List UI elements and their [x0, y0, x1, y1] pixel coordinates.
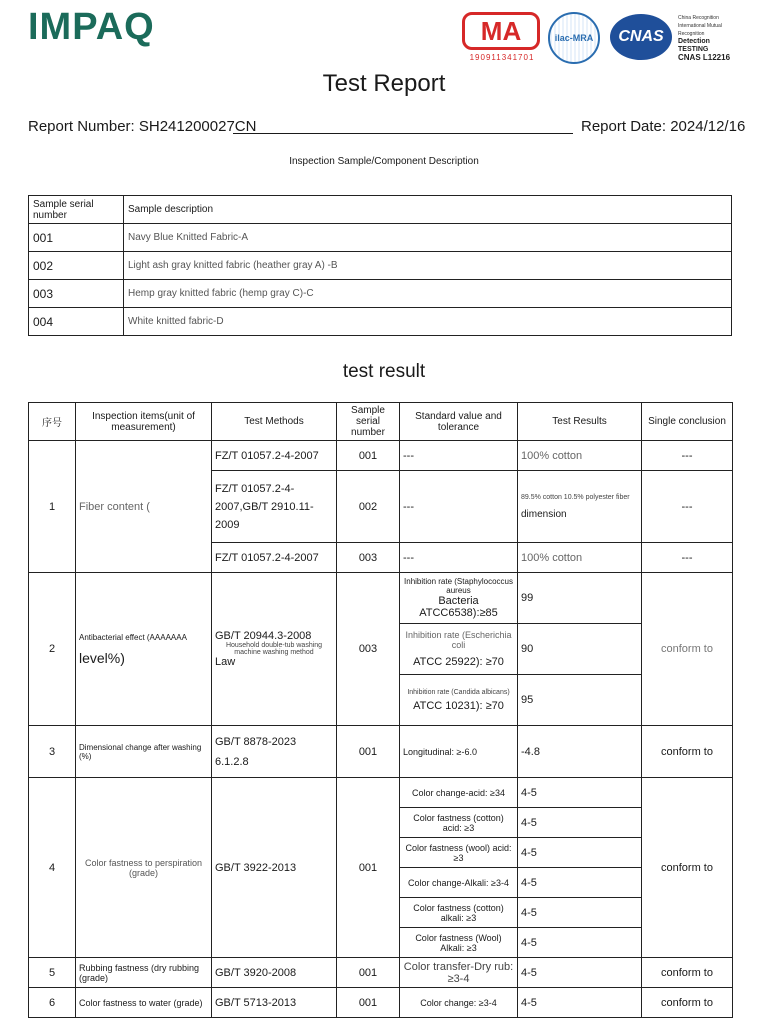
standard-value: Color change-Alkali: ≥3-4: [400, 868, 518, 898]
test-result: 4-5: [518, 868, 642, 898]
table-row: [29, 958, 733, 988]
sample-description: Hemp gray knitted fabric (hemp gray C)-C: [124, 280, 732, 308]
method-line: GB/T 20944.3-2008: [215, 630, 312, 642]
test-result: 99: [518, 573, 642, 624]
conclusion: conform to: [642, 988, 733, 1018]
test-method: FZ/T 01057.2-4-2007: [212, 543, 337, 573]
ilac-mra-logo: [548, 12, 600, 64]
report-date: Report Date: 2024/12/16: [581, 118, 746, 135]
standard-value: Color transfer-Dry rub: ≥3-4: [400, 958, 518, 988]
test-result: 4-5: [518, 808, 642, 838]
sample-id: 001: [29, 224, 124, 252]
table-header-row: [29, 196, 732, 224]
standard-value: Longitudinal: ≥-6.0: [400, 726, 518, 778]
method-line: GB/T 8878-2023: [215, 735, 297, 748]
inspection-item: Fiber content (: [76, 441, 212, 573]
standard-value: Color fastness (Wool) Alkali: ≥3: [400, 928, 518, 958]
standard-value: Color fastness (cotton) acid: ≥3: [400, 808, 518, 838]
method-line: Household double-tub washing machine washing method: [225, 642, 323, 656]
test-method: [212, 573, 337, 726]
conclusion: ---: [642, 441, 733, 471]
column-header: Standard value and tolerance: [400, 403, 518, 441]
std-line: ATCC 10231): ≥70: [413, 699, 504, 712]
test-method: GB/T 5713-2013: [212, 988, 337, 1018]
test-result: 4-5: [518, 838, 642, 868]
test-method: GB/T 3920-2008: [212, 958, 337, 988]
column-header: Sample serial number: [337, 403, 400, 441]
inspection-item: Color fastness to perspiration (grade): [76, 778, 212, 958]
conclusion: conform to: [642, 778, 733, 958]
test-result: -4.8: [518, 726, 642, 778]
conclusion: ---: [642, 543, 733, 573]
row-number: 5: [29, 958, 76, 988]
sample-serial: 001: [337, 988, 400, 1018]
report-number: Report Number: SH241200027CN: [28, 118, 257, 135]
test-result: 4-5: [518, 988, 642, 1018]
table-row: [29, 252, 732, 280]
test-result: 4-5: [518, 778, 642, 808]
standard-value: [400, 624, 518, 675]
cma-logo-text: MA: [462, 12, 540, 50]
sample-description: White knitted fabric-D: [124, 308, 732, 336]
table-row: [29, 988, 733, 1018]
row-number: 4: [29, 778, 76, 958]
standard-value: [400, 573, 518, 624]
ilac-text: ilac-MRA: [554, 33, 594, 43]
std-line: Inhibition rate (Staphylococcus aureus: [404, 577, 513, 595]
standard-value: ---: [400, 543, 518, 573]
conclusion: conform to: [642, 726, 733, 778]
std-line: ATCC 25922): ≥70: [413, 656, 504, 668]
item-line: level%): [79, 649, 125, 666]
sample-section-title: Inspection Sample/Component Description: [289, 156, 479, 167]
column-header: Sample description: [124, 196, 732, 224]
standard-value: ---: [400, 441, 518, 471]
standard-value: Color change-acid: ≥34: [400, 778, 518, 808]
cnas-text: CNAS: [618, 28, 664, 45]
table-row: [29, 224, 732, 252]
sample-description: Light ash gray knitted fabric (heather gray A) -B: [124, 252, 732, 280]
std-line: Bacteria ATCC6538):≥85: [419, 595, 498, 619]
cnas-code: CNAS L12216: [678, 53, 731, 62]
column-header: Single conclusion: [642, 403, 733, 441]
cnas-sub-line: TESTING: [678, 46, 709, 53]
result-line: dimension: [521, 508, 567, 520]
standard-value: ---: [400, 471, 518, 543]
sample-id: 004: [29, 308, 124, 336]
table-row: [29, 280, 732, 308]
cnas-sub-line: China Recognition: [678, 15, 719, 21]
test-result: 4-5: [518, 898, 642, 928]
test-result: 95: [518, 675, 642, 726]
page-title: Test Report: [322, 70, 446, 97]
cnas-info: [678, 14, 748, 62]
inspection-item: Color fastness to water (grade): [76, 988, 212, 1018]
inspection-item: Rubbing fastness (dry rubbing (grade): [76, 958, 212, 988]
cma-number: 190911341701: [469, 53, 535, 62]
inspection-item: [76, 573, 212, 726]
test-method: [212, 726, 337, 778]
conclusion: conform to: [642, 573, 733, 726]
table-row: [29, 726, 733, 778]
standard-value: Color fastness (cotton) alkali: ≥3: [400, 898, 518, 928]
impaq-logo: IMPAQ: [28, 6, 155, 48]
std-line: Inhibition rate (Escherichia coli: [405, 630, 512, 650]
table-header-row: [29, 403, 733, 441]
column-header: 序号: [29, 403, 76, 441]
test-result: [518, 471, 642, 543]
sample-serial: 001: [337, 726, 400, 778]
standard-value: Color fastness (wool) acid: ≥3: [400, 838, 518, 868]
sample-serial: 001: [337, 778, 400, 958]
std-line: Inhibition rate (Candida albicans): [407, 688, 510, 696]
item-line: Antibacterial effect (AAAAAAA: [79, 632, 187, 642]
cma-certification-mark: [462, 12, 542, 64]
test-result: 4-5: [518, 958, 642, 988]
standard-value: Color change: ≥3-4: [400, 988, 518, 1018]
result-line: 89.5% cotton 10.5% polyester fiber: [521, 493, 630, 501]
table-row: [29, 778, 733, 808]
sample-id: 002: [29, 252, 124, 280]
sample-description: Navy Blue Knitted Fabric-A: [124, 224, 732, 252]
sample-serial: 003: [337, 573, 400, 726]
sample-serial: 002: [337, 471, 400, 543]
test-result: 4-5: [518, 928, 642, 958]
row-number: 2: [29, 573, 76, 726]
test-method: GB/T 3922-2013: [212, 778, 337, 958]
conclusion: conform to: [642, 958, 733, 988]
row-number: 3: [29, 726, 76, 778]
row-number: 6: [29, 988, 76, 1018]
cnas-sub-line: Recognition: [678, 31, 705, 37]
divider-line: [233, 133, 573, 134]
sample-serial: 003: [337, 543, 400, 573]
result-table: [28, 402, 733, 1018]
cnas-sub-line: International Mutual: [678, 23, 722, 29]
inspection-item: Dimensional change after washing (%): [76, 726, 212, 778]
row-number: 1: [29, 441, 76, 573]
test-result: 90: [518, 624, 642, 675]
sample-serial: 001: [337, 958, 400, 988]
sample-serial: 001: [337, 441, 400, 471]
method-line: 6.1.2.8: [215, 755, 249, 768]
column-header: Test Methods: [212, 403, 337, 441]
test-result: 100% cotton: [518, 543, 642, 573]
column-header: Test Results: [518, 403, 642, 441]
sample-id: 003: [29, 280, 124, 308]
cnas-logo: [610, 14, 672, 60]
table-row: [29, 573, 733, 624]
column-header: Sample serial number: [29, 196, 124, 224]
method-line: Law: [215, 656, 236, 668]
cnas-sub-line: Detection: [678, 38, 710, 45]
test-result: 100% cotton: [518, 441, 642, 471]
result-section-title: test result: [342, 361, 426, 382]
table-row: [29, 441, 733, 471]
test-method: FZ/T 01057.2-4-2007,GB/T 2910.11-2009: [212, 471, 337, 543]
test-method: FZ/T 01057.2-4-2007: [212, 441, 337, 471]
table-row: [29, 308, 732, 336]
column-header: Inspection items(unit of measurement): [76, 403, 212, 441]
sample-table: [28, 195, 732, 336]
conclusion: ---: [642, 471, 733, 543]
standard-value: [400, 675, 518, 726]
